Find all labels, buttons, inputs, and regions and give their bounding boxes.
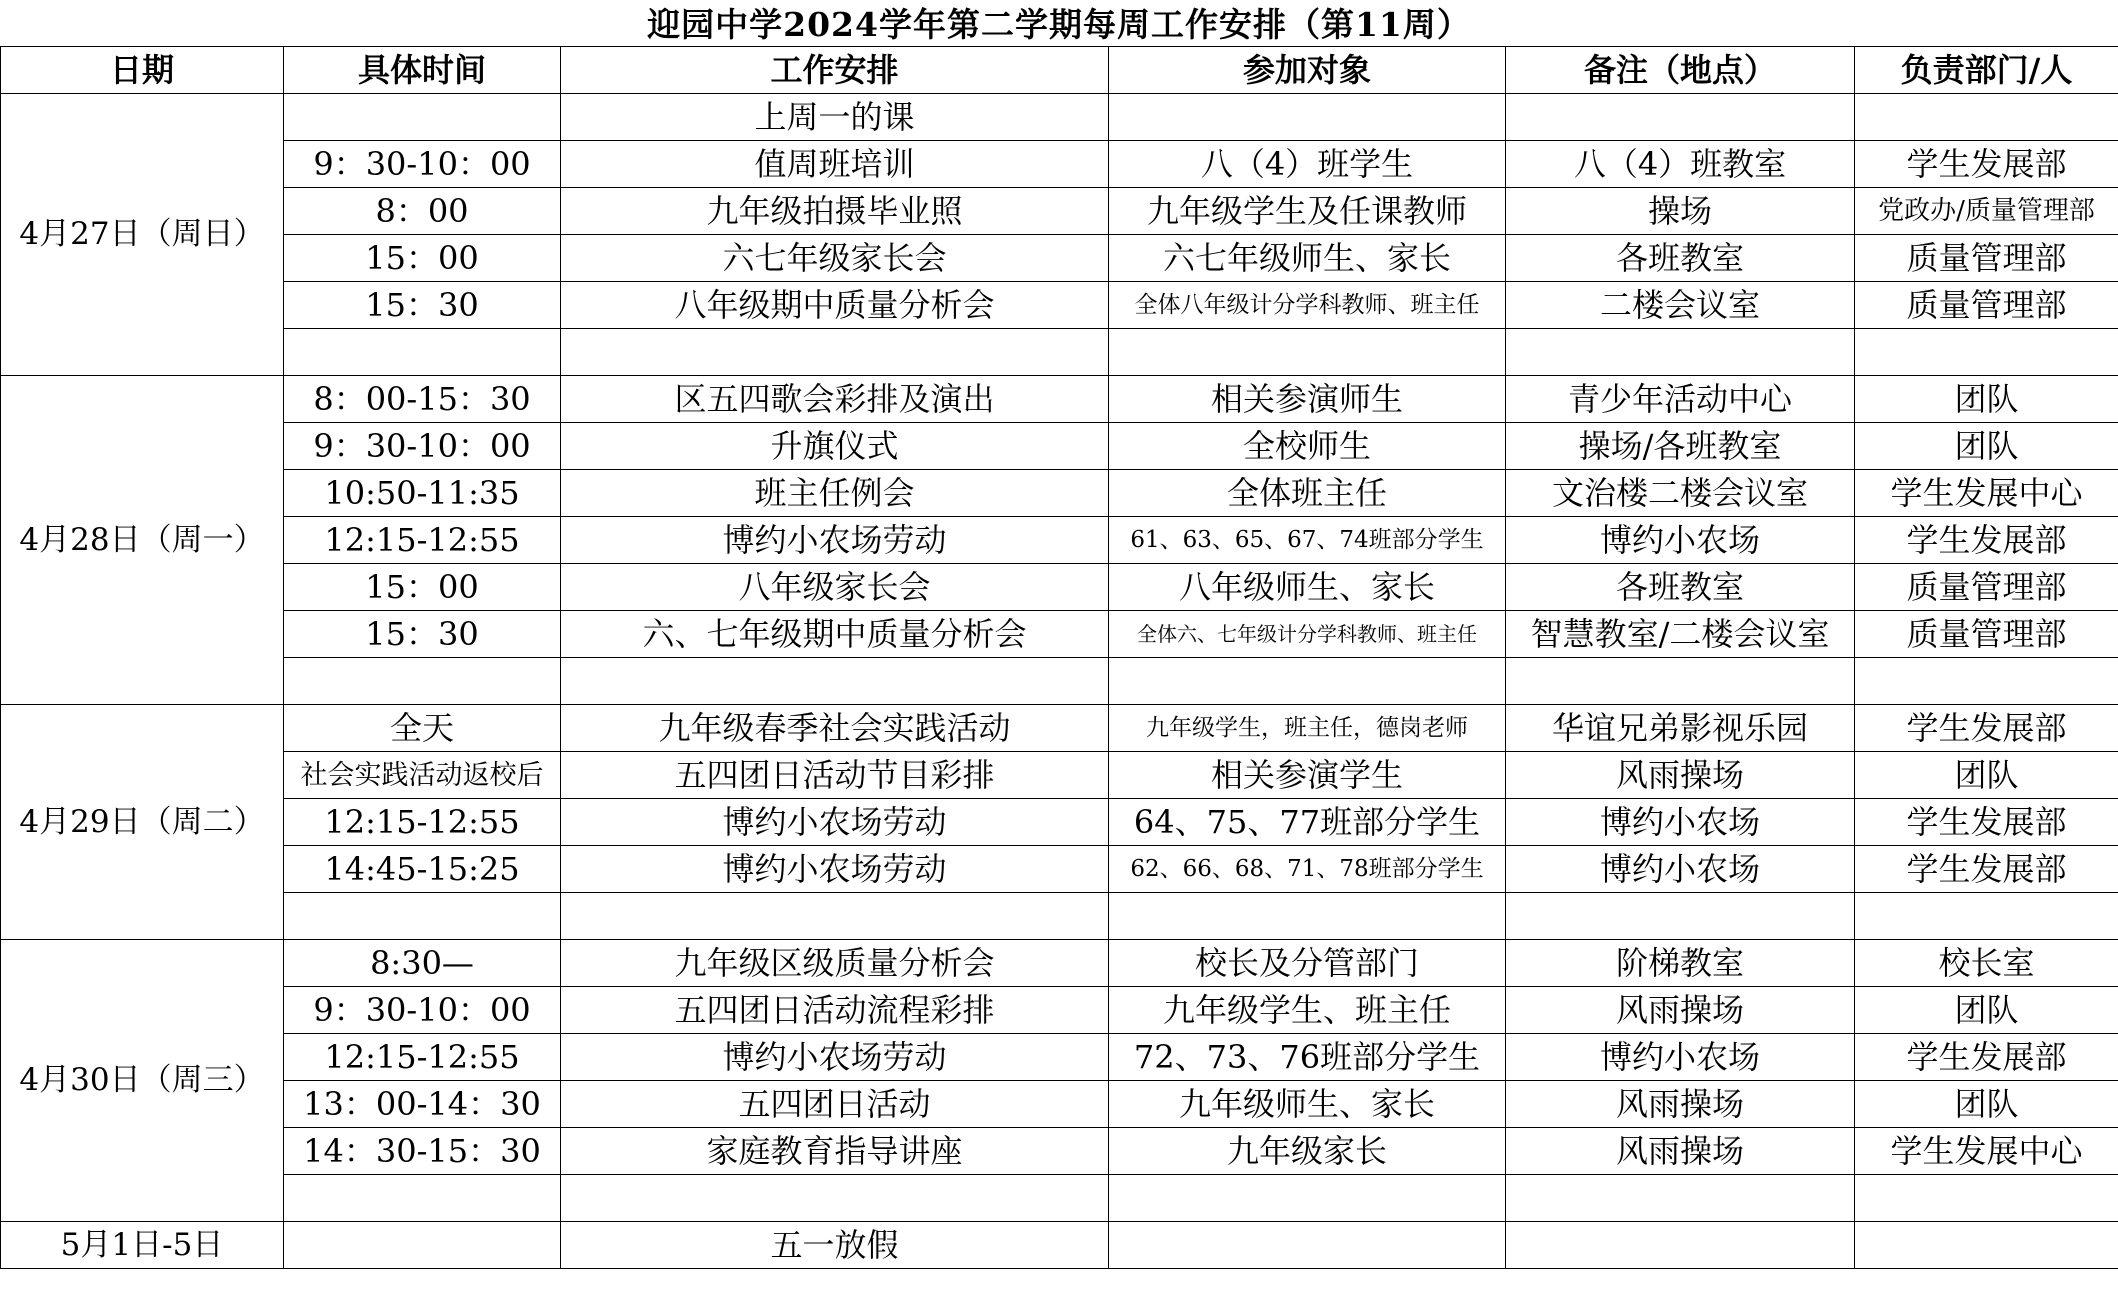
time-cell: 10:50-11:35	[284, 470, 561, 517]
note-cell: 八（4）班教室	[1506, 141, 1855, 188]
participants-cell: 六七年级师生、家长	[1109, 235, 1506, 282]
time-cell: 8:30—	[284, 940, 561, 987]
participants-cell: 八（4）班学生	[1109, 141, 1506, 188]
work-cell: 博约小农场劳动	[561, 846, 1109, 893]
work-cell: 五一放假	[561, 1222, 1109, 1269]
note-cell	[1506, 94, 1855, 141]
time-cell	[284, 94, 561, 141]
header-work: 工作安排	[561, 47, 1109, 94]
work-cell: 九年级春季社会实践活动	[561, 705, 1109, 752]
dept-cell: 质量管理部	[1855, 235, 2118, 282]
work-cell: 五四团日活动节目彩排	[561, 752, 1109, 799]
dept-cell: 学生发展部	[1855, 846, 2118, 893]
header-dept: 负责部门/人	[1855, 47, 2118, 94]
participants-cell: 全体八年级计分学科教师、班主任	[1109, 282, 1506, 329]
dept-cell: 校长室	[1855, 940, 2118, 987]
spacer-row	[1, 658, 2118, 705]
empty-cell	[1506, 329, 1855, 376]
page-title: 迎园中学2024学年第二学期每周工作安排（第11周）	[647, 5, 1471, 44]
note-cell: 风雨操场	[1506, 1128, 1855, 1175]
table-row	[1, 987, 2118, 1034]
time-cell: 全天	[284, 705, 561, 752]
empty-cell	[561, 658, 1109, 705]
note-cell: 华谊兄弟影视乐园	[1506, 705, 1855, 752]
dept-cell: 团队	[1855, 752, 2118, 799]
empty-cell	[1109, 658, 1506, 705]
dept-cell: 党政办/质量管理部	[1855, 188, 2118, 235]
dept-cell: 团队	[1855, 423, 2118, 470]
header-participants: 参加对象	[1109, 47, 1506, 94]
empty-cell	[1855, 1175, 2118, 1222]
dept-cell: 学生发展中心	[1855, 1128, 2118, 1175]
time-cell: 15：00	[284, 235, 561, 282]
empty-cell	[284, 893, 561, 940]
note-cell	[1506, 1222, 1855, 1269]
time-cell: 12:15-12:55	[284, 799, 561, 846]
table-row	[1, 470, 2118, 517]
work-cell: 八年级期中质量分析会	[561, 282, 1109, 329]
participants-cell: 九年级学生，班主任，德岗老师	[1109, 705, 1506, 752]
note-cell: 博约小农场	[1506, 517, 1855, 564]
dept-cell: 学生发展部	[1855, 141, 2118, 188]
table-row	[1, 282, 2118, 329]
time-cell: 14：30-15：30	[284, 1128, 561, 1175]
participants-cell: 相关参演学生	[1109, 752, 1506, 799]
empty-cell	[1506, 658, 1855, 705]
participants-cell	[1109, 1222, 1506, 1269]
work-cell: 班主任例会	[561, 470, 1109, 517]
work-cell: 博约小农场劳动	[561, 799, 1109, 846]
table-row	[1, 564, 2118, 611]
note-cell: 各班教室	[1506, 564, 1855, 611]
work-cell: 升旗仪式	[561, 423, 1109, 470]
work-cell: 博约小农场劳动	[561, 517, 1109, 564]
participants-cell: 相关参演师生	[1109, 376, 1506, 423]
dept-cell	[1855, 94, 2118, 141]
note-cell: 博约小农场	[1506, 1034, 1855, 1081]
time-cell: 9：30-10：00	[284, 987, 561, 1034]
time-cell: 15：30	[284, 611, 561, 658]
note-cell: 风雨操场	[1506, 1081, 1855, 1128]
note-cell: 操场/各班教室	[1506, 423, 1855, 470]
time-cell: 14:45-15:25	[284, 846, 561, 893]
work-cell: 八年级家长会	[561, 564, 1109, 611]
dept-cell: 学生发展部	[1855, 705, 2118, 752]
spacer-row	[1, 893, 2118, 940]
dept-cell: 团队	[1855, 376, 2118, 423]
participants-cell: 64、75、77班部分学生	[1109, 799, 1506, 846]
header-time: 具体时间	[284, 47, 561, 94]
table-row	[1, 846, 2118, 893]
participants-cell: 校长及分管部门	[1109, 940, 1506, 987]
table-row	[1, 517, 2118, 564]
table-row	[1, 1128, 2118, 1175]
table-row	[1, 611, 2118, 658]
participants-cell: 62、66、68、71、78班部分学生	[1109, 846, 1506, 893]
dept-cell	[1855, 1222, 2118, 1269]
dept-cell: 质量管理部	[1855, 282, 2118, 329]
note-cell: 阶梯教室	[1506, 940, 1855, 987]
schedule-table	[0, 46, 2118, 1269]
empty-cell	[561, 1175, 1109, 1222]
time-cell: 12:15-12:55	[284, 1034, 561, 1081]
work-cell: 值周班培训	[561, 141, 1109, 188]
header-row	[1, 47, 2118, 94]
dept-cell: 团队	[1855, 1081, 2118, 1128]
note-cell: 风雨操场	[1506, 752, 1855, 799]
table-row	[1, 752, 2118, 799]
table-row	[1, 1081, 2118, 1128]
date-cell: 5月1日-5日	[1, 1222, 284, 1269]
work-cell: 五四团日活动流程彩排	[561, 987, 1109, 1034]
empty-cell	[561, 893, 1109, 940]
table-row	[1, 141, 2118, 188]
dept-cell: 团队	[1855, 987, 2118, 1034]
work-cell: 博约小农场劳动	[561, 1034, 1109, 1081]
header-date: 日期	[1, 47, 284, 94]
empty-cell	[1506, 1175, 1855, 1222]
time-cell: 9：30-10：00	[284, 141, 561, 188]
note-cell: 风雨操场	[1506, 987, 1855, 1034]
table-row	[1, 376, 2118, 423]
participants-cell: 九年级师生、家长	[1109, 1081, 1506, 1128]
spacer-row	[1, 329, 2118, 376]
time-cell: 9：30-10：00	[284, 423, 561, 470]
work-cell: 家庭教育指导讲座	[561, 1128, 1109, 1175]
table-row	[1, 188, 2118, 235]
date-cell: 4月29日（周二）	[1, 705, 284, 940]
note-cell: 青少年活动中心	[1506, 376, 1855, 423]
empty-cell	[1109, 329, 1506, 376]
time-cell	[284, 1222, 561, 1269]
note-cell: 文治楼二楼会议室	[1506, 470, 1855, 517]
time-cell: 8：00-15：30	[284, 376, 561, 423]
participants-cell: 全校师生	[1109, 423, 1506, 470]
time-cell: 12:15-12:55	[284, 517, 561, 564]
time-cell: 8：00	[284, 188, 561, 235]
work-cell: 六、七年级期中质量分析会	[561, 611, 1109, 658]
table-row	[1, 1034, 2118, 1081]
dept-cell: 质量管理部	[1855, 611, 2118, 658]
work-cell: 上周一的课	[561, 94, 1109, 141]
dept-cell: 质量管理部	[1855, 564, 2118, 611]
empty-cell	[561, 329, 1109, 376]
table-row	[1, 799, 2118, 846]
note-cell: 各班教室	[1506, 235, 1855, 282]
empty-cell	[284, 1175, 561, 1222]
participants-cell: 61、63、65、67、74班部分学生	[1109, 517, 1506, 564]
note-cell: 博约小农场	[1506, 799, 1855, 846]
participants-cell: 九年级家长	[1109, 1128, 1506, 1175]
participants-cell: 八年级师生、家长	[1109, 564, 1506, 611]
note-cell: 操场	[1506, 188, 1855, 235]
note-cell: 二楼会议室	[1506, 282, 1855, 329]
participants-cell: 九年级学生、班主任	[1109, 987, 1506, 1034]
participants-cell: 全体班主任	[1109, 470, 1506, 517]
date-cell: 4月30日（周三）	[1, 940, 284, 1222]
empty-cell	[1109, 1175, 1506, 1222]
holiday-row	[1, 1222, 2118, 1269]
note-cell: 智慧教室/二楼会议室	[1506, 611, 1855, 658]
empty-cell	[1855, 893, 2118, 940]
dept-cell: 学生发展中心	[1855, 470, 2118, 517]
dept-cell: 学生发展部	[1855, 517, 2118, 564]
date-cell: 4月27日（周日）	[1, 94, 284, 376]
date-cell: 4月28日（周一）	[1, 376, 284, 705]
time-cell: 社会实践活动返校后	[284, 752, 561, 799]
table-row	[1, 705, 2118, 752]
time-cell: 15：00	[284, 564, 561, 611]
participants-cell: 72、73、76班部分学生	[1109, 1034, 1506, 1081]
dept-cell: 学生发展部	[1855, 799, 2118, 846]
work-cell: 九年级拍摄毕业照	[561, 188, 1109, 235]
participants-cell: 全体六、七年级计分学科教师、班主任	[1109, 611, 1506, 658]
work-cell: 区五四歌会彩排及演出	[561, 376, 1109, 423]
spacer-row	[1, 1175, 2118, 1222]
work-cell: 六七年级家长会	[561, 235, 1109, 282]
work-cell: 九年级区级质量分析会	[561, 940, 1109, 987]
participants-cell: 九年级学生及任课教师	[1109, 188, 1506, 235]
empty-cell	[1855, 329, 2118, 376]
empty-cell	[1506, 893, 1855, 940]
time-cell: 15：30	[284, 282, 561, 329]
time-cell: 13：00-14：30	[284, 1081, 561, 1128]
dept-cell: 学生发展部	[1855, 1034, 2118, 1081]
table-row	[1, 423, 2118, 470]
empty-cell	[1109, 893, 1506, 940]
empty-cell	[284, 329, 561, 376]
work-cell: 五四团日活动	[561, 1081, 1109, 1128]
table-row	[1, 940, 2118, 987]
table-row	[1, 94, 2118, 141]
empty-cell	[284, 658, 561, 705]
table-row	[1, 235, 2118, 282]
participants-cell	[1109, 94, 1506, 141]
note-cell: 博约小农场	[1506, 846, 1855, 893]
empty-cell	[1855, 658, 2118, 705]
header-note: 备注（地点）	[1506, 47, 1855, 94]
